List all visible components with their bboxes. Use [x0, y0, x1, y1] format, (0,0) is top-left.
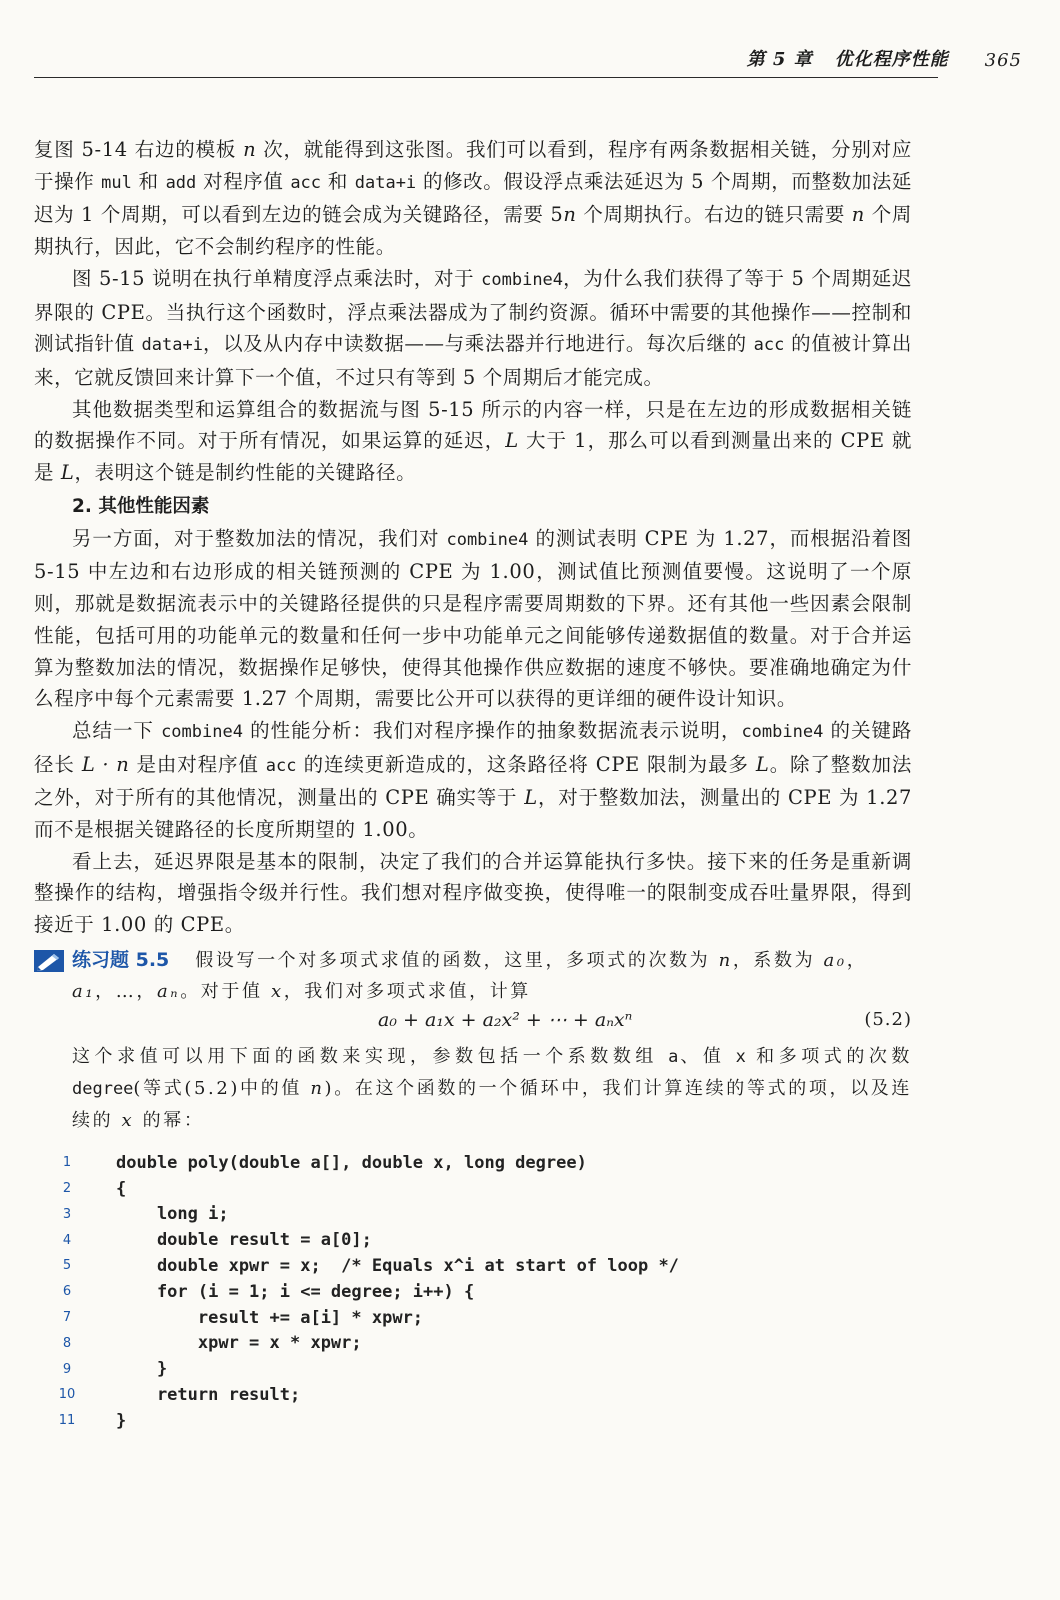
paragraph-2: 图 5-15 说明在执行单精度浮点乘法时，对于 combine4，为什么我们获得了等于 5 个周期延迟界限的 CPE。当执行这个函数时，浮点乘法器成为了制约资源。循环中需要的其他操作——控制和测试指针值 data+i，以及从内存中读数据——与乘法器并行地进行。每次后继的 acc 的值被计算出来，它就反馈回来计算下一个值，不过只有等到 5 个周期后才能完成。 [34, 266, 912, 389]
paragraph-3: 其他数据类型和运算组合的数据流与图 5-15 所示的内容一样，只是在左边的形成数据相关链的数据操作不同。对于所有情况，如果运算的延迟，L 大于 1，那么可以看到测量出来的 CPE 就是 L，表明这个链是制约性能的关键路径。 [34, 397, 912, 485]
code-line [52, 1150, 912, 1176]
math-symbol: n [851, 203, 865, 227]
pencil-exercise-icon [34, 950, 64, 972]
code-line [52, 1176, 912, 1202]
formula-row [72, 1007, 912, 1041]
math-symbol: n [243, 138, 257, 161]
code-line [52, 1253, 912, 1279]
inline-code: combine4 [161, 721, 243, 742]
code-text: return result; [116, 1384, 301, 1405]
line-number: 5 [62, 1258, 72, 1274]
exercise-header [34, 945, 912, 976]
code-line [52, 1408, 912, 1434]
math-symbol: n [310, 1077, 325, 1099]
code-text: for (i = 1; i <= degree; i++) { [116, 1281, 475, 1302]
math-symbol: L [755, 752, 770, 776]
math-symbol: L [524, 786, 538, 810]
code-line [52, 1305, 912, 1331]
code-text: double result = a[0]; [116, 1230, 372, 1251]
code-text: long i; [116, 1204, 229, 1225]
code-text: result += a[i] * xpwr; [116, 1307, 424, 1328]
code-text: } [116, 1410, 127, 1431]
line-number: 6 [62, 1284, 72, 1300]
line-number: 4 [62, 1232, 72, 1248]
math-symbol: aₙ [156, 980, 181, 1002]
math-symbol: L [60, 461, 75, 485]
math-symbol: n [718, 949, 733, 971]
paragraph-4: 另一方面，对于整数加法的情况，我们对 combine4 的测试表明 CPE 为 1.27，而根据沿着图 5-15 中左边和右边形成的相关链预测的 CPE 为 1.00，测试值比预测值要慢。这说明了一个原则，那就是数据流表示中的关键路径提供的只是程序需要周期数的下界。还有其他一些因素会限制性能，包括可用的功能单元的数量和任何一步中功能单元之间能够传递数据值的数量。对于合并运算为整数加法的情况，数据操作足够快，使得其他操作供应数据的速度不够快。要准确地确定为什么程序中每个元素需要 1.27 个周期，需要比公开可以获得的更详细的硬件设计知识。 [34, 526, 912, 711]
code-line [52, 1201, 912, 1227]
code-line [52, 1227, 912, 1253]
exercise-intro: 假设写一个对多项式求值的函数，这里，多项式的次数为 n，系数为 a₀， [195, 949, 868, 971]
inline-code: acc [290, 172, 322, 193]
code-line [52, 1279, 912, 1305]
line-number: 8 [62, 1335, 72, 1351]
running-header [34, 44, 1022, 78]
code-text: double xpwr = x; /* Equals x^i at start of loop */ [116, 1255, 679, 1276]
paragraph-5: 总结一下 combine4 的性能分析：我们对程序操作的抽象数据流表示说明，combine4 的关键路径长 L · n 是由对程序值 acc 的连续更新造成的，这条路径将 CPE 限制为最多 L。除了整数加法之外，对于所有的其他情况，测量出的 CPE 确实等于 L，对于整数加法，测量出的 CPE 为 1.27 而不是根据关键路径的长度所期望的 1.00。 [34, 718, 913, 842]
inline-code: degree [72, 1078, 134, 1099]
inline-code: combine4 [481, 269, 564, 290]
math-symbol: n [563, 203, 577, 227]
page-body [34, 134, 912, 1434]
math-symbol: a₁ [72, 980, 96, 1002]
code-text: xpwr = x * xpwr; [116, 1333, 362, 1354]
math-symbol: x [121, 1109, 135, 1131]
exercise-intro-continued: a₁，…，aₙ。对于值 x，我们对多项式求值，计算 [72, 980, 531, 1002]
section-heading: 2. 其他性能因素 [72, 495, 210, 517]
math-symbol: x [270, 980, 284, 1002]
inline-code: acc [753, 335, 785, 356]
inline-code: combine4 [446, 529, 529, 550]
code-text: double poly(double a[], double x, long degree) [116, 1152, 587, 1173]
line-number: 2 [62, 1181, 72, 1197]
formula-number: (5.2) [864, 1008, 912, 1030]
line-number: 11 [58, 1413, 76, 1429]
math-symbol: a₀ [823, 949, 847, 971]
exercise-description: 这个求值可以用下面的函数来实现，参数包括一个系数数组 a、值 x 和多项式的次数 degree(等式(5.2)中的值 n)。在这个函数的一个循环中，我们计算连续的等式的项，以及连续的 x 的幂： [72, 1045, 912, 1131]
inline-code: combine4 [741, 721, 824, 742]
inline-code: add [165, 172, 197, 193]
line-number: 1 [62, 1155, 72, 1171]
inline-code: mul [101, 172, 132, 193]
exercise-block [34, 945, 912, 1434]
inline-code: data+i [141, 335, 203, 356]
line-number: 3 [62, 1206, 72, 1222]
code-line [52, 1330, 912, 1356]
math-symbol: L [505, 429, 519, 453]
code-text: { [116, 1178, 127, 1199]
polynomial-formula: a₀ + a₁x + a₂x² + ⋯ + aₙxⁿ [378, 1008, 633, 1031]
exercise-title: 练习题 5.5 [72, 948, 170, 971]
line-number: 7 [62, 1310, 72, 1326]
inline-code: acc [265, 755, 297, 776]
inline-code: x [735, 1046, 746, 1067]
inline-code: data+i [354, 172, 417, 193]
line-number: 9 [62, 1361, 72, 1377]
chapter-label: 第 5 章 [746, 49, 813, 70]
paragraph-1: 复图 5-14 右边的模板 n 次，就能得到这张图。我们可以看到，程序有两条数据相关链，分别对应于操作 mul 和 add 对程序值 acc 和 data+i 的修改。假设浮点乘法延迟为 5 个周期，而整数加法延迟为 1 个周期，可以看到左边的链会成为关键路径，需要 5n 个周期执行。右边的链只需要 n 个周期执行，因此，它不会制约程序的性能。 [34, 138, 912, 259]
code-listing [52, 1150, 912, 1434]
math-symbol: L · n [81, 752, 130, 776]
paragraph-6: 看上去，延迟界限是基本的限制，决定了我们的合并运算能执行多快。接下来的任务是重新调整操作的结构，增强指令级并行性。我们想对程序做变换，使得唯一的限制变成吞吐量界限，得到接近于 1.00 的 CPE。 [34, 849, 912, 937]
inline-code: a [668, 1046, 679, 1067]
code-line [52, 1356, 912, 1382]
line-number: 10 [58, 1387, 76, 1403]
code-line [52, 1382, 912, 1408]
code-text: } [116, 1359, 168, 1380]
chapter-title: 优化程序性能 [834, 49, 949, 70]
page-number: 365 [984, 50, 1022, 71]
